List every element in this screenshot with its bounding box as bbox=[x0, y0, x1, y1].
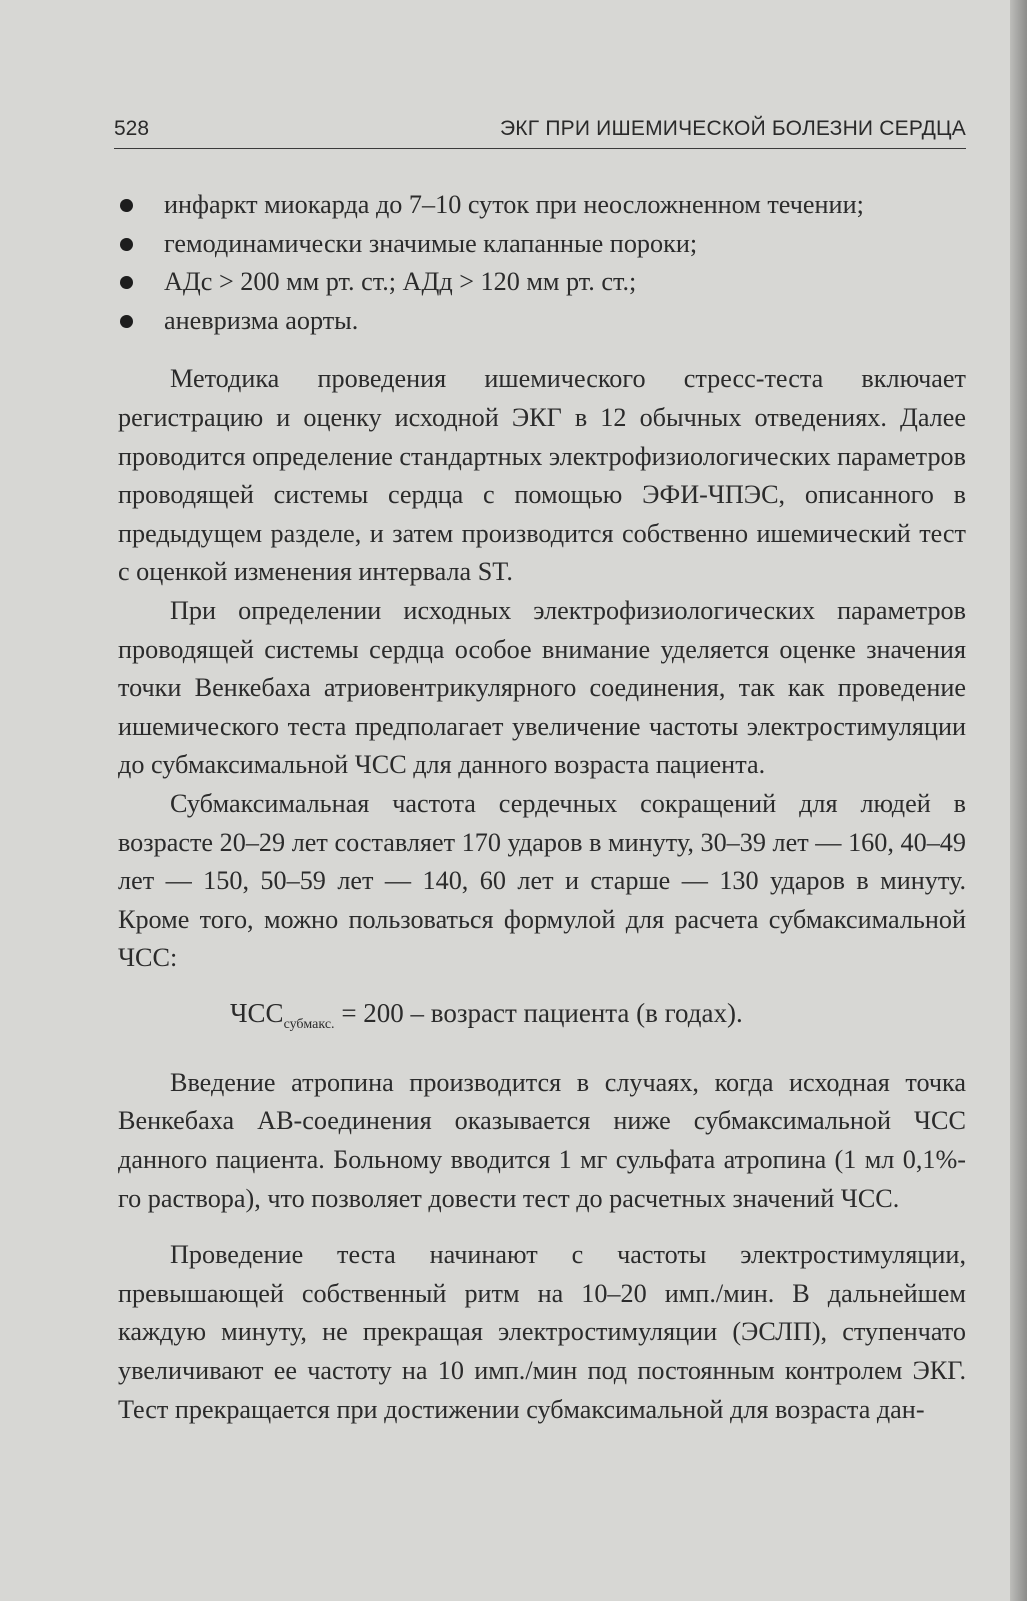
bullet-icon bbox=[120, 199, 133, 212]
contraindications-list bbox=[118, 186, 966, 340]
paragraph-method: Методика проведения ишемического стресс-теста включает регистрацию и оценку исходной ЭКГ в 12 обычных отведениях. Далее проводится определение стандартных электрофизиологических параметров проводящей системы сердца с помощью ЭФИ-ЧПЭС, описанного в предыдущем разделе, и затем производится собственно ишемический тест с оценкой изменения интервала ST. bbox=[118, 364, 966, 587]
page-number: 528 bbox=[114, 117, 150, 140]
paragraph-submax-rate: Субмаксимальная частота сердечных сокращений для людей в возрасте 20–29 лет составляет 170 ударов в минуту, 30–39 лет — 160, 40–49 лет — 150, 50–59 лет — 140, 60 лет и старше — 130 ударов в минуту. Кроме того, можно пользоваться формулой для расчета субмаксимальной ЧСС: bbox=[118, 788, 966, 973]
running-header bbox=[114, 112, 966, 149]
list-item-text: АДс > 200 мм рт. ст.; АДд > 120 мм рт. ст.; bbox=[164, 267, 637, 297]
list-item-text: аневризма аорты. bbox=[164, 305, 359, 335]
list-item bbox=[118, 186, 966, 225]
list-item bbox=[118, 302, 966, 341]
list-item bbox=[118, 225, 966, 264]
list-item-text: гемодинамически значимые клапанные пороки; bbox=[164, 228, 698, 258]
submax-hr-formula bbox=[118, 992, 966, 1046]
page-edge-shadow bbox=[1010, 0, 1027, 1601]
bullet-icon bbox=[120, 238, 133, 251]
formula-rhs: = 200 – возраст пациента (в годах). bbox=[334, 997, 743, 1028]
paragraph-atropine: Введение атропина производится в случаях, когда исходная точка Венкебаха АВ-соединения оказывается ниже субмаксимальной ЧСС данного пациента. Больному вводится 1 мг сульфата атропина (1 мл 0,1%-го раствора), что позволяет довести тест до расчетных значений ЧСС. bbox=[118, 1067, 966, 1213]
paragraph-test-procedure: Проведение теста начинают с частоты электростимуляции, превышающей собственный ритм на 10–20 имп./мин. В дальнейшем каждую минуту, не прекращая электростимуляции (ЭСЛП), ступенчато увеличивают ее частоту на 10 имп./мин под постоянным контролем ЭКГ. Тест прекращается при достижении субмаксимальной для возраста дан- bbox=[118, 1240, 966, 1424]
bullet-icon bbox=[120, 315, 133, 328]
chapter-title: ЭКГ ПРИ ИШЕМИЧЕСКОЙ БОЛЕЗНИ СЕРДЦА bbox=[499, 117, 966, 140]
list-item bbox=[118, 263, 966, 302]
bullet-icon bbox=[120, 276, 133, 289]
formula-lhs: ЧСС bbox=[230, 997, 284, 1028]
list-item-text: инфаркт миокарда до 7–10 суток при неосложненном течении; bbox=[164, 190, 864, 219]
formula-subscript: субмакс. bbox=[283, 1016, 335, 1032]
paragraph-parameters: При определении исходных электрофизиологических параметров проводящей системы сердца особое внимание уделяется оценке значения точки Венкебаха атриовентрикулярного соединения, так как проведение ишемического теста предполагает увеличение частоты электростимуляции до субмаксимальной ЧСС для данного возраста пациента. bbox=[118, 595, 966, 780]
page-body bbox=[118, 186, 966, 1429]
